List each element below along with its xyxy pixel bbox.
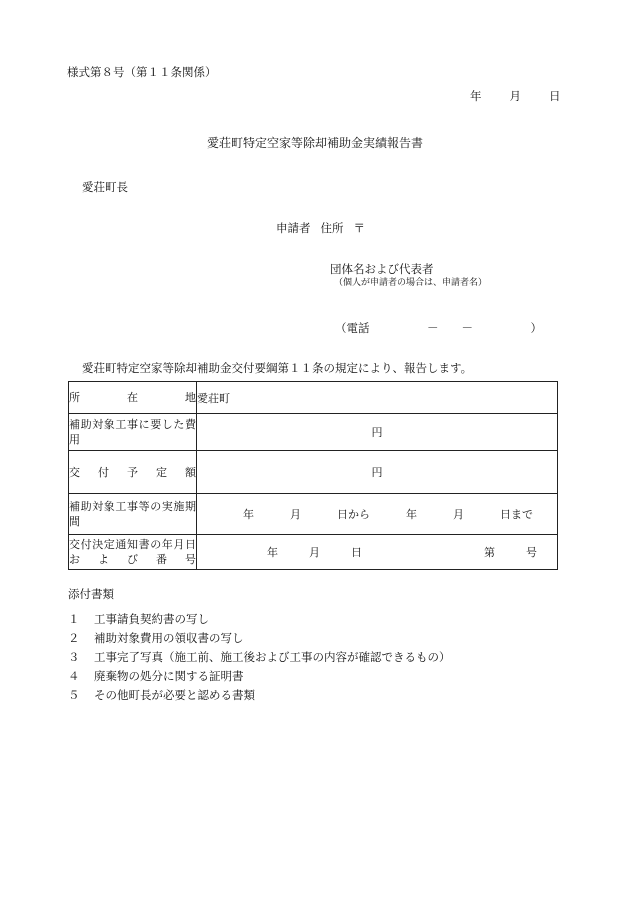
item-number: ３ [68, 650, 80, 664]
list-item [68, 610, 451, 629]
postal-mark: 〒 [353, 221, 365, 235]
org-note: （個人が申請者の場合は、申請者名） [334, 278, 488, 288]
item-text: その他町長が必要と認める書類 [94, 688, 255, 702]
period-cell: 月 [290, 508, 301, 521]
intro-text: 愛荘町特定空家等除却補助金交付要綱第１１条の規定により、報告します。 [82, 361, 473, 375]
period-cell: 日から [337, 508, 370, 521]
row-label: 交付決定通知書の年月日および番号 [69, 535, 197, 570]
cost-value: 円 [197, 414, 558, 451]
row-label: 所在地 [69, 382, 197, 414]
row-label: 交付予定額 [69, 451, 197, 494]
report-table [68, 381, 558, 570]
item-text: 工事請負契約書の写し [94, 612, 209, 626]
addressee: 愛荘町長 [82, 180, 128, 194]
table-row [69, 535, 558, 570]
notice-cell: 号 [526, 546, 537, 559]
item-number: ４ [68, 669, 80, 683]
phone-line: （電話 － － ） [335, 321, 542, 335]
attachments-list [68, 610, 451, 705]
item-number: １ [68, 612, 80, 626]
item-text: 補助対象費用の領収書の写し [94, 631, 244, 645]
date-month: 月 [509, 89, 521, 103]
period-cell: 年 [406, 508, 417, 521]
address-label: 住所 [320, 221, 344, 235]
item-number: ２ [68, 631, 80, 645]
location-value: 愛荘町 [197, 382, 558, 414]
row-label: 補助対象工事等の実施期間 [69, 494, 197, 535]
form-number: 様式第８号（第１１条関係） [67, 65, 217, 79]
date-year: 年 [470, 89, 482, 103]
notice-cell: 第 [484, 546, 495, 559]
notice-cell: 月 [309, 546, 320, 559]
date-day: 日 [549, 89, 561, 103]
period-value [197, 494, 558, 535]
org-label: 団体名および代表者 [330, 262, 434, 276]
list-item [68, 648, 451, 667]
document-title: 愛荘町特定空家等除却補助金実績報告書 [206, 136, 423, 150]
row-label: 補助対象工事に要した費用 [69, 414, 197, 451]
item-number: ５ [68, 688, 80, 702]
period-cell: 年 [243, 508, 254, 521]
attachments-title: 添付書類 [68, 587, 114, 601]
list-item [68, 686, 451, 705]
table-row [69, 382, 558, 414]
item-text: 廃棄物の処分に関する証明書 [94, 669, 244, 683]
list-item [68, 629, 451, 648]
list-item [68, 667, 451, 686]
applicant-address [276, 223, 365, 235]
notice-cell: 日 [351, 546, 362, 559]
date-line [470, 91, 561, 103]
notice-value [197, 535, 558, 570]
period-cell: 日まで [500, 508, 533, 521]
notice-cell: 年 [267, 546, 278, 559]
table-row [69, 414, 558, 451]
table-row [69, 494, 558, 535]
applicant-label: 申請者 [276, 221, 311, 235]
period-cell: 月 [453, 508, 464, 521]
item-text: 工事完了写真（施工前、施工後および工事の内容が確認できるもの） [94, 650, 451, 664]
grant-value: 円 [197, 451, 558, 494]
table-row [69, 451, 558, 494]
